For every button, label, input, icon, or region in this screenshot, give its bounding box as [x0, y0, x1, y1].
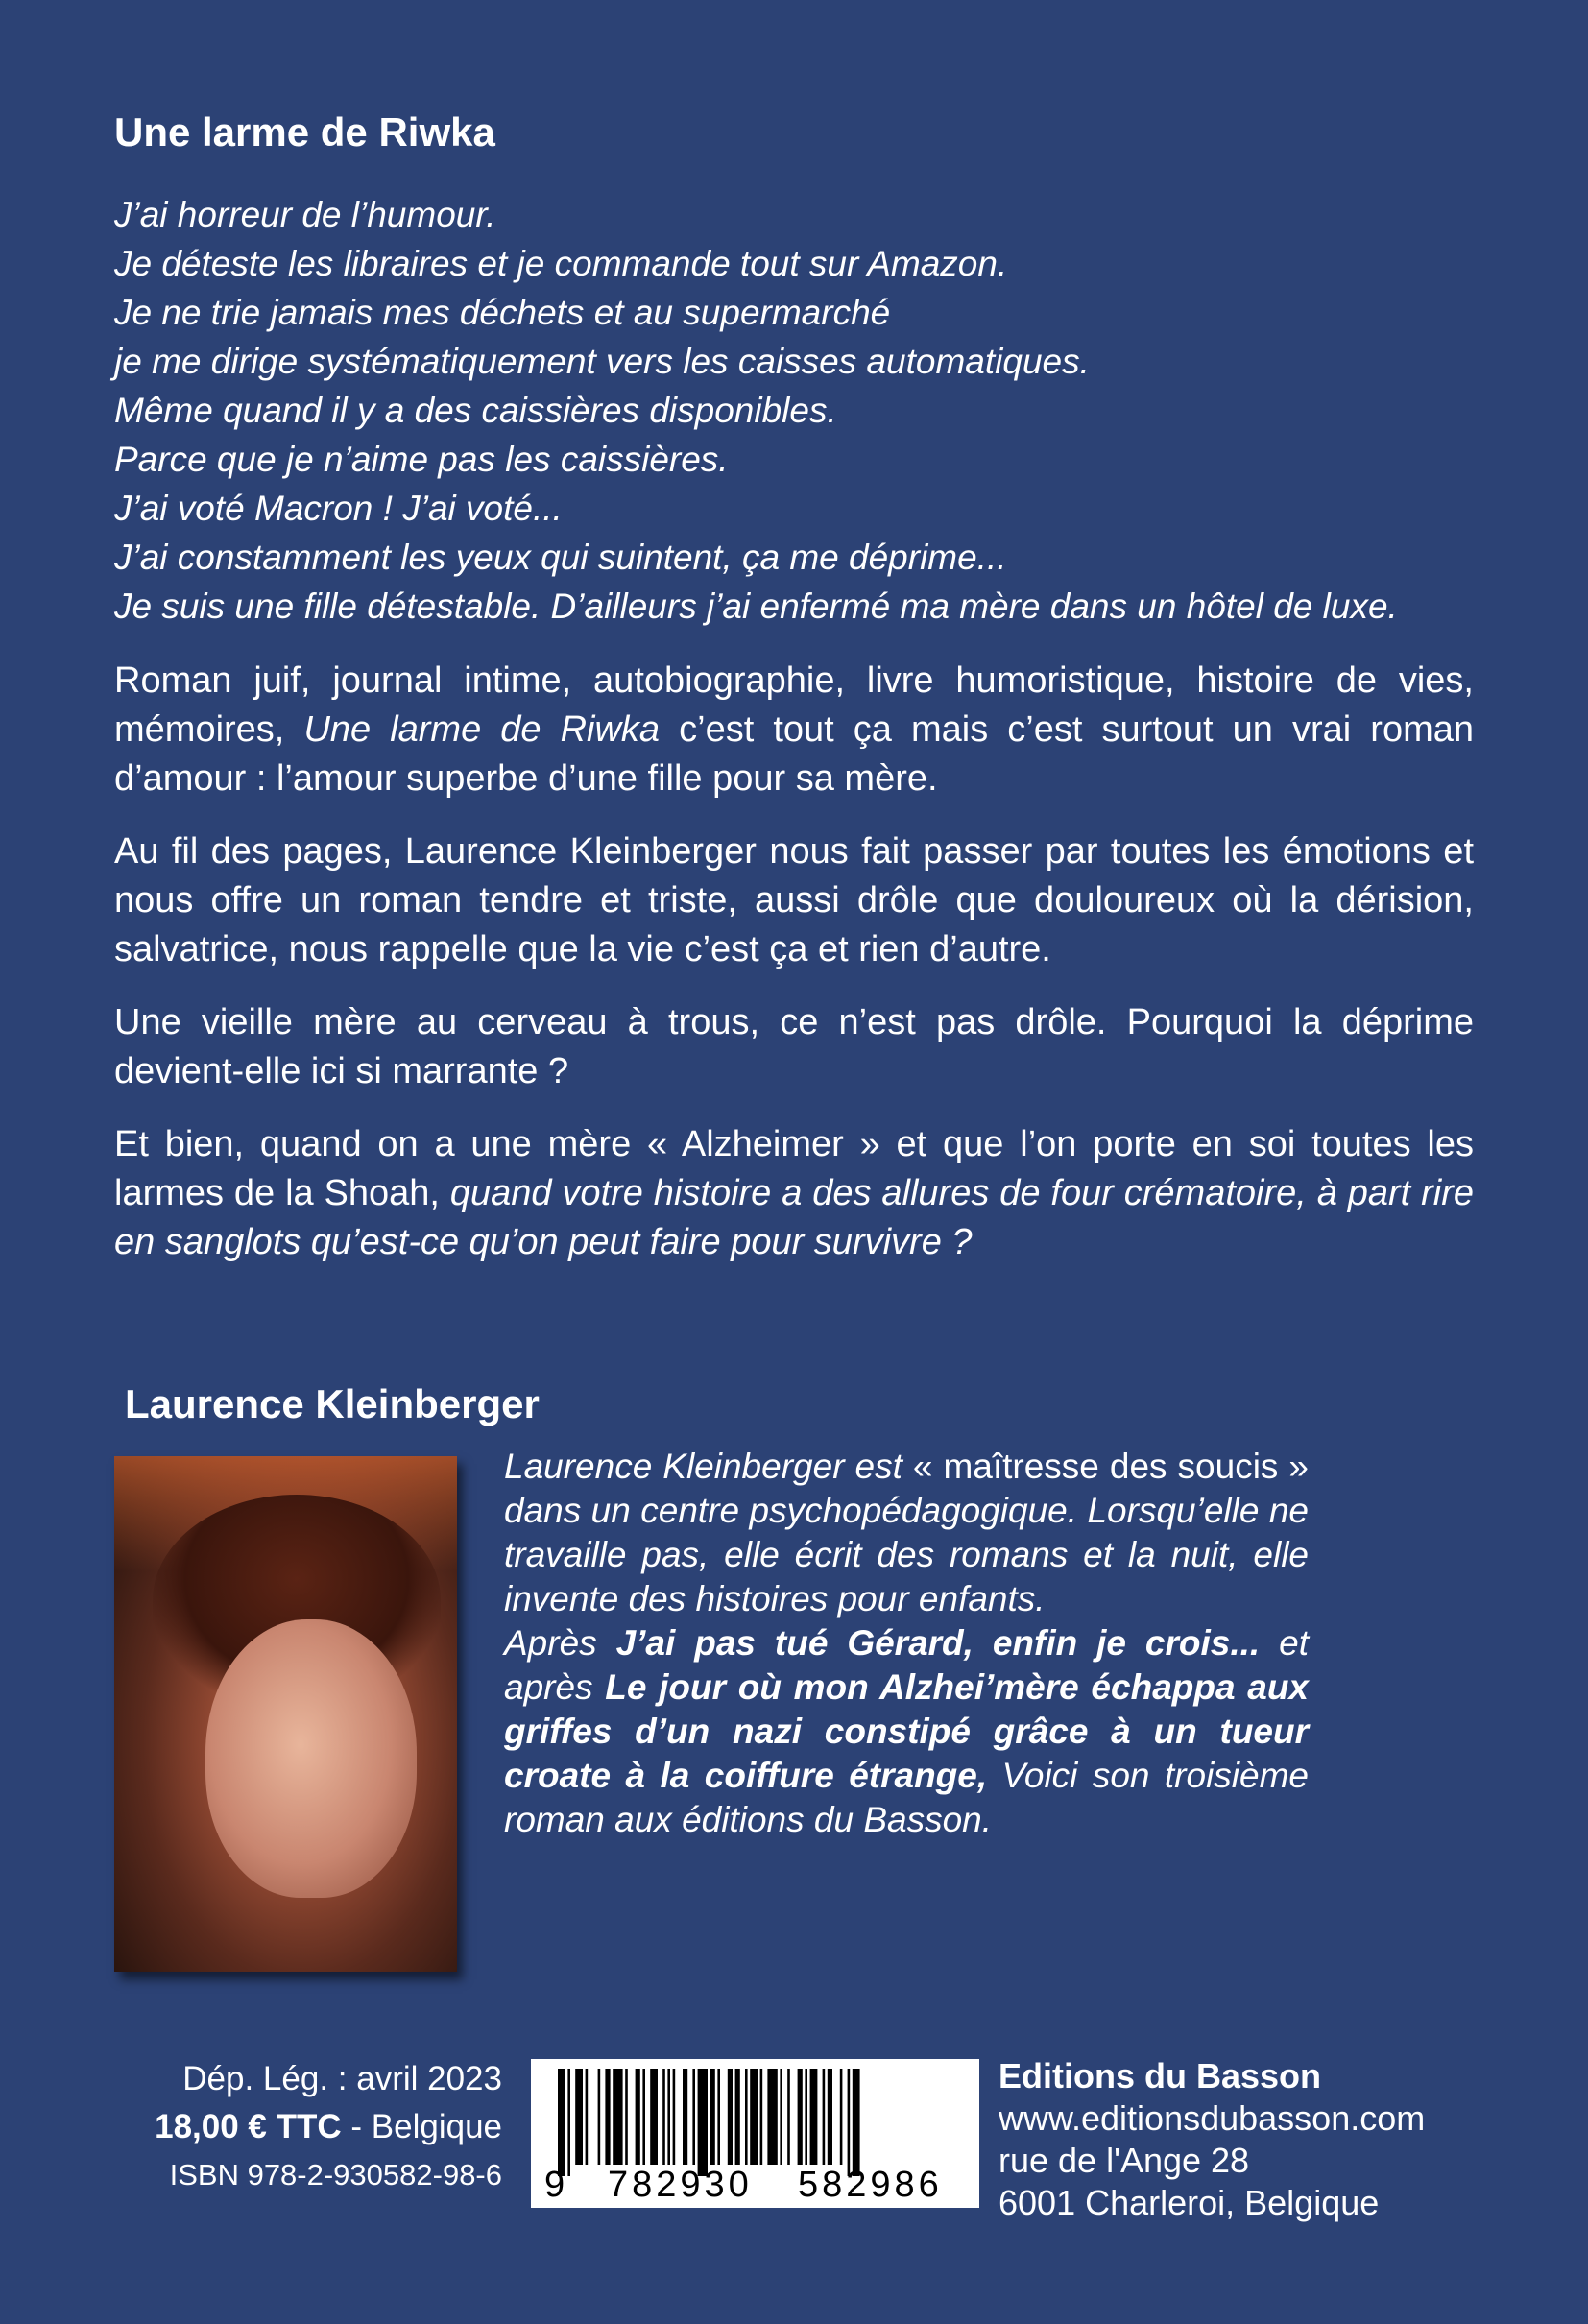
barcode-right-group: 582986 — [798, 2165, 943, 2205]
barcode-bar — [605, 2069, 610, 2165]
synopsis-text: c’est tout ça mais c’est surtout un vrai roman d’amour : l’amour superbe d’une fille pour sa mère. — [114, 709, 1475, 799]
barcode-bar — [598, 2069, 601, 2165]
author-name: Laurence Kleinberger — [125, 1381, 540, 1426]
author-bio — [504, 1445, 1309, 1842]
publisher-street: rue de l'Ange 28 — [999, 2141, 1250, 2180]
barcode-bar — [586, 2069, 589, 2165]
barcode-bar — [798, 2069, 803, 2165]
bio-text: dans un centre psychopédagogique. Lorsqu’elle ne travaille pas, elle écrit des romans et la nuit, elle invente des histoires pour enfants. — [504, 1491, 1309, 1618]
barcode-bar — [567, 2069, 570, 2176]
barcode-bar — [636, 2069, 640, 2165]
book-title: Une larme de Riwka — [114, 109, 495, 155]
barcode-bar — [683, 2069, 687, 2165]
poem-line: J’ai constamment les yeux qui suintent, ça me déprime... — [114, 538, 1007, 577]
barcode-bar — [848, 2069, 851, 2176]
synopsis-italic-text: quand votre histoire a des allures de four crématoire, à part rire en sanglots qu’est-ce qu’on peut faire pour survivre ? — [114, 1173, 1474, 1262]
barcode-bar — [558, 2069, 565, 2176]
barcode-bar — [662, 2069, 665, 2165]
poem-line: Je déteste les libraires et je commande tout sur Amazon. — [114, 244, 1008, 283]
publisher-name: Editions du Basson — [999, 2056, 1322, 2096]
barcode-bar — [575, 2069, 583, 2165]
barcode-bar — [745, 2069, 748, 2165]
isbn-barcode — [531, 2059, 979, 2208]
synopsis-paragraph-2: Au fil des pages, Laurence Kleinberger nous fait passer par toutes les émotions et nous offre un roman tendre et triste, aussi drôle que douloureux où la dérision, salvatrice, nous rappelle que la vie c’est ça et rien d’autre. — [114, 831, 1474, 970]
barcode-bar — [673, 2069, 676, 2165]
bio-text: Voici son troisième roman aux éditions du Basson. — [504, 1756, 1309, 1839]
bio-quote: « maîtresse des soucis » — [912, 1447, 1309, 1486]
author-photo — [114, 1456, 457, 1972]
poem-line: je me dirige systématiquement vers les caisses automatiques. — [114, 342, 1090, 381]
barcode-bar — [613, 2069, 622, 2165]
publisher-info — [999, 2055, 1425, 2224]
poem-line: Même quand il y a des caissières disponibles. — [114, 391, 837, 430]
publisher-city: 6001 Charleroi, Belgique — [999, 2183, 1380, 2222]
publisher-website[interactable]: www.editionsdubasson.com — [999, 2098, 1426, 2138]
barcode-bar — [760, 2069, 763, 2165]
barcode-bar — [698, 2069, 708, 2176]
barcode-bar — [840, 2069, 843, 2165]
barcode-bar — [767, 2069, 777, 2165]
barcode-bar — [823, 2069, 826, 2165]
previous-book-title-1: J’ai pas tué Gérard, enfin je crois... — [615, 1623, 1261, 1663]
synopsis-paragraph-1 — [114, 657, 1474, 803]
barcode-bar — [853, 2069, 860, 2176]
bio-text: Après — [504, 1623, 616, 1663]
book-title-inline: Une larme de Riwka — [303, 709, 661, 750]
previous-book-title-2: Le jour où mon Alzhei’mère échappa aux griffes d’un nazi constipé grâce à un tueur croate à la coiffure étrange, — [504, 1667, 1310, 1795]
barcode-bar — [692, 2069, 695, 2165]
barcode-bar — [828, 2069, 832, 2165]
synopsis-paragraph-4 — [114, 1120, 1474, 1267]
poem-line: Parce que je n’aime pas les caissières. — [114, 440, 729, 479]
synopsis-paragraph-3: Une vieille mère au cerveau à trous, ce n’est pas drôle. Pourquoi la déprime devient-elle ici si marrante ? — [114, 1002, 1474, 1091]
barcode-bar — [750, 2069, 758, 2165]
barcode-bar — [717, 2069, 720, 2165]
barcode-bar — [642, 2069, 645, 2165]
isbn: ISBN 978-2-930582-98-6 — [169, 2158, 502, 2192]
poem-line: J’ai horreur de l’humour. — [114, 195, 496, 234]
barcode-left-group: 782930 — [608, 2165, 753, 2205]
barcode-bar — [667, 2069, 670, 2165]
price-country: - Belgique — [341, 2108, 502, 2145]
barcode-bar — [735, 2069, 740, 2165]
barcode-bar — [805, 2069, 807, 2165]
legal-info — [58, 2055, 502, 2199]
poem-line: J’ai voté Macron ! J’ai voté... — [114, 489, 563, 528]
photo-face — [205, 1619, 417, 1898]
barcode-first-digit: 9 — [544, 2165, 565, 2205]
barcode-bar — [650, 2069, 658, 2165]
bio-text: Laurence Kleinberger est — [504, 1447, 913, 1486]
price: 18,00 € TTC — [155, 2108, 342, 2145]
poem-line: Je ne trie jamais mes déchets et au supermarché — [114, 293, 891, 332]
barcode-bar — [625, 2069, 628, 2165]
bio-text: et après — [504, 1623, 1309, 1707]
barcode-bar — [728, 2069, 733, 2165]
synopsis-text: Roman juif, journal intime, autobiographie, livre humoristique, histoire de vies, mémoires, — [114, 660, 1474, 750]
barcode-bar — [810, 2069, 818, 2165]
poem-excerpt — [114, 190, 1478, 631]
barcode-bar — [780, 2069, 782, 2165]
legal-deposit: Dép. Lég. : avril 2023 — [182, 2060, 502, 2097]
barcode-bar — [710, 2069, 715, 2165]
synopsis-text: Et bien, quand on a une mère « Alzheimer » et que l’on porte en soi toutes les larmes de la Shoah, — [114, 1124, 1474, 1213]
poem-line: Je suis une fille détestable. D’ailleurs j’ai enfermé ma mère dans un hôtel de luxe. — [114, 587, 1398, 626]
price-line — [58, 2103, 502, 2151]
barcode-bar — [787, 2069, 790, 2165]
